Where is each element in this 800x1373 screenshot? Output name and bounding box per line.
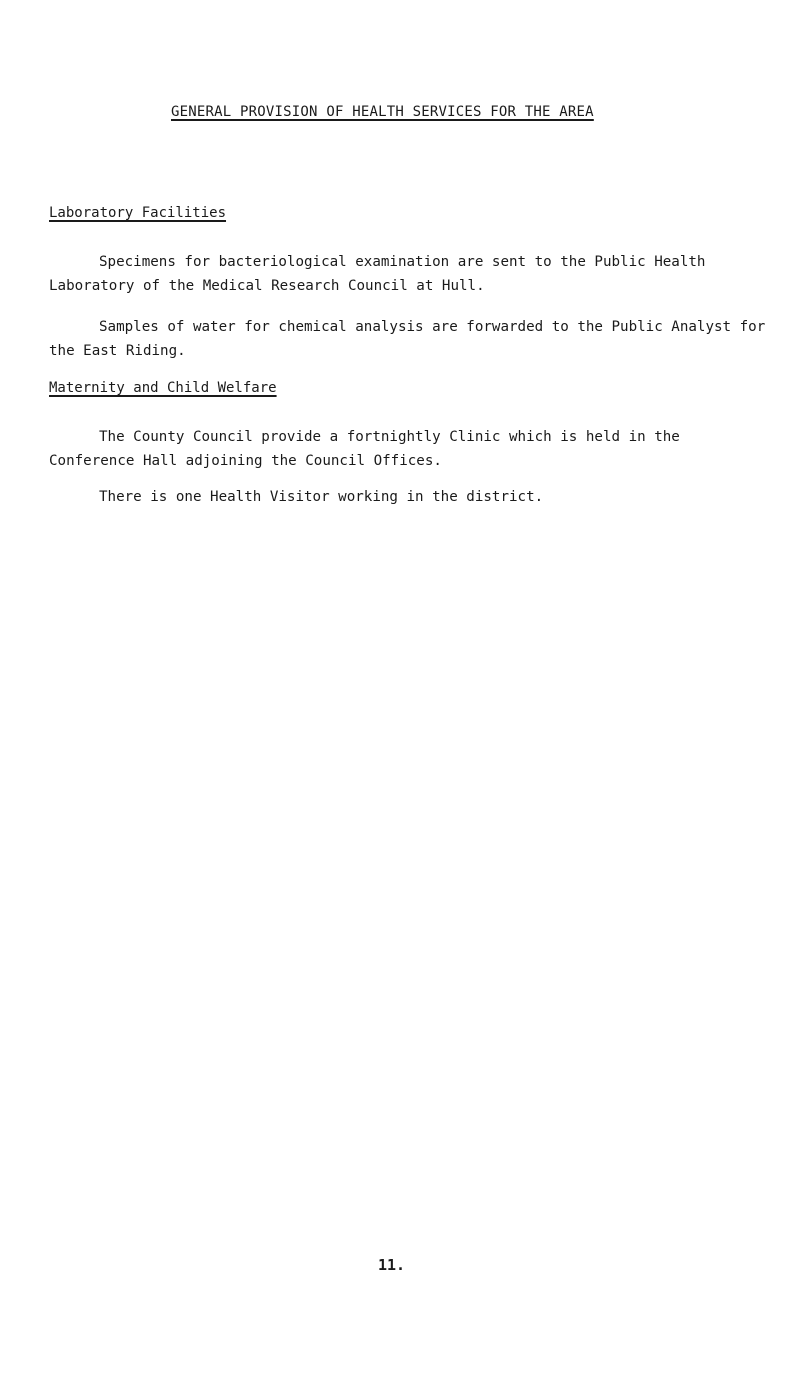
paragraph-specimens: Specimens for bacteriological examination are sent to the Public Health Laboratory of the Medical Research Council at Hull. bbox=[49, 254, 706, 294]
page-number: 11. bbox=[378, 1256, 406, 1274]
page-title: GENERAL PROVISION OF HEALTH SERVICES FOR THE AREA bbox=[171, 104, 594, 120]
paragraph-clinic: The County Council provide a fortnightly Clinic which is held in the Conference Hall adjoining the Council Offices. bbox=[49, 429, 680, 469]
paragraph-water-samples: Samples of water for chemical analysis are forwarded to the Public Analyst for the East Riding. bbox=[49, 319, 766, 359]
paragraph-health-visitor: There is one Health Visitor working in the district. bbox=[99, 489, 544, 505]
section-heading-maternity: Maternity and Child Welfare bbox=[49, 380, 277, 396]
section-heading-laboratory: Laboratory Facilities bbox=[49, 205, 227, 221]
